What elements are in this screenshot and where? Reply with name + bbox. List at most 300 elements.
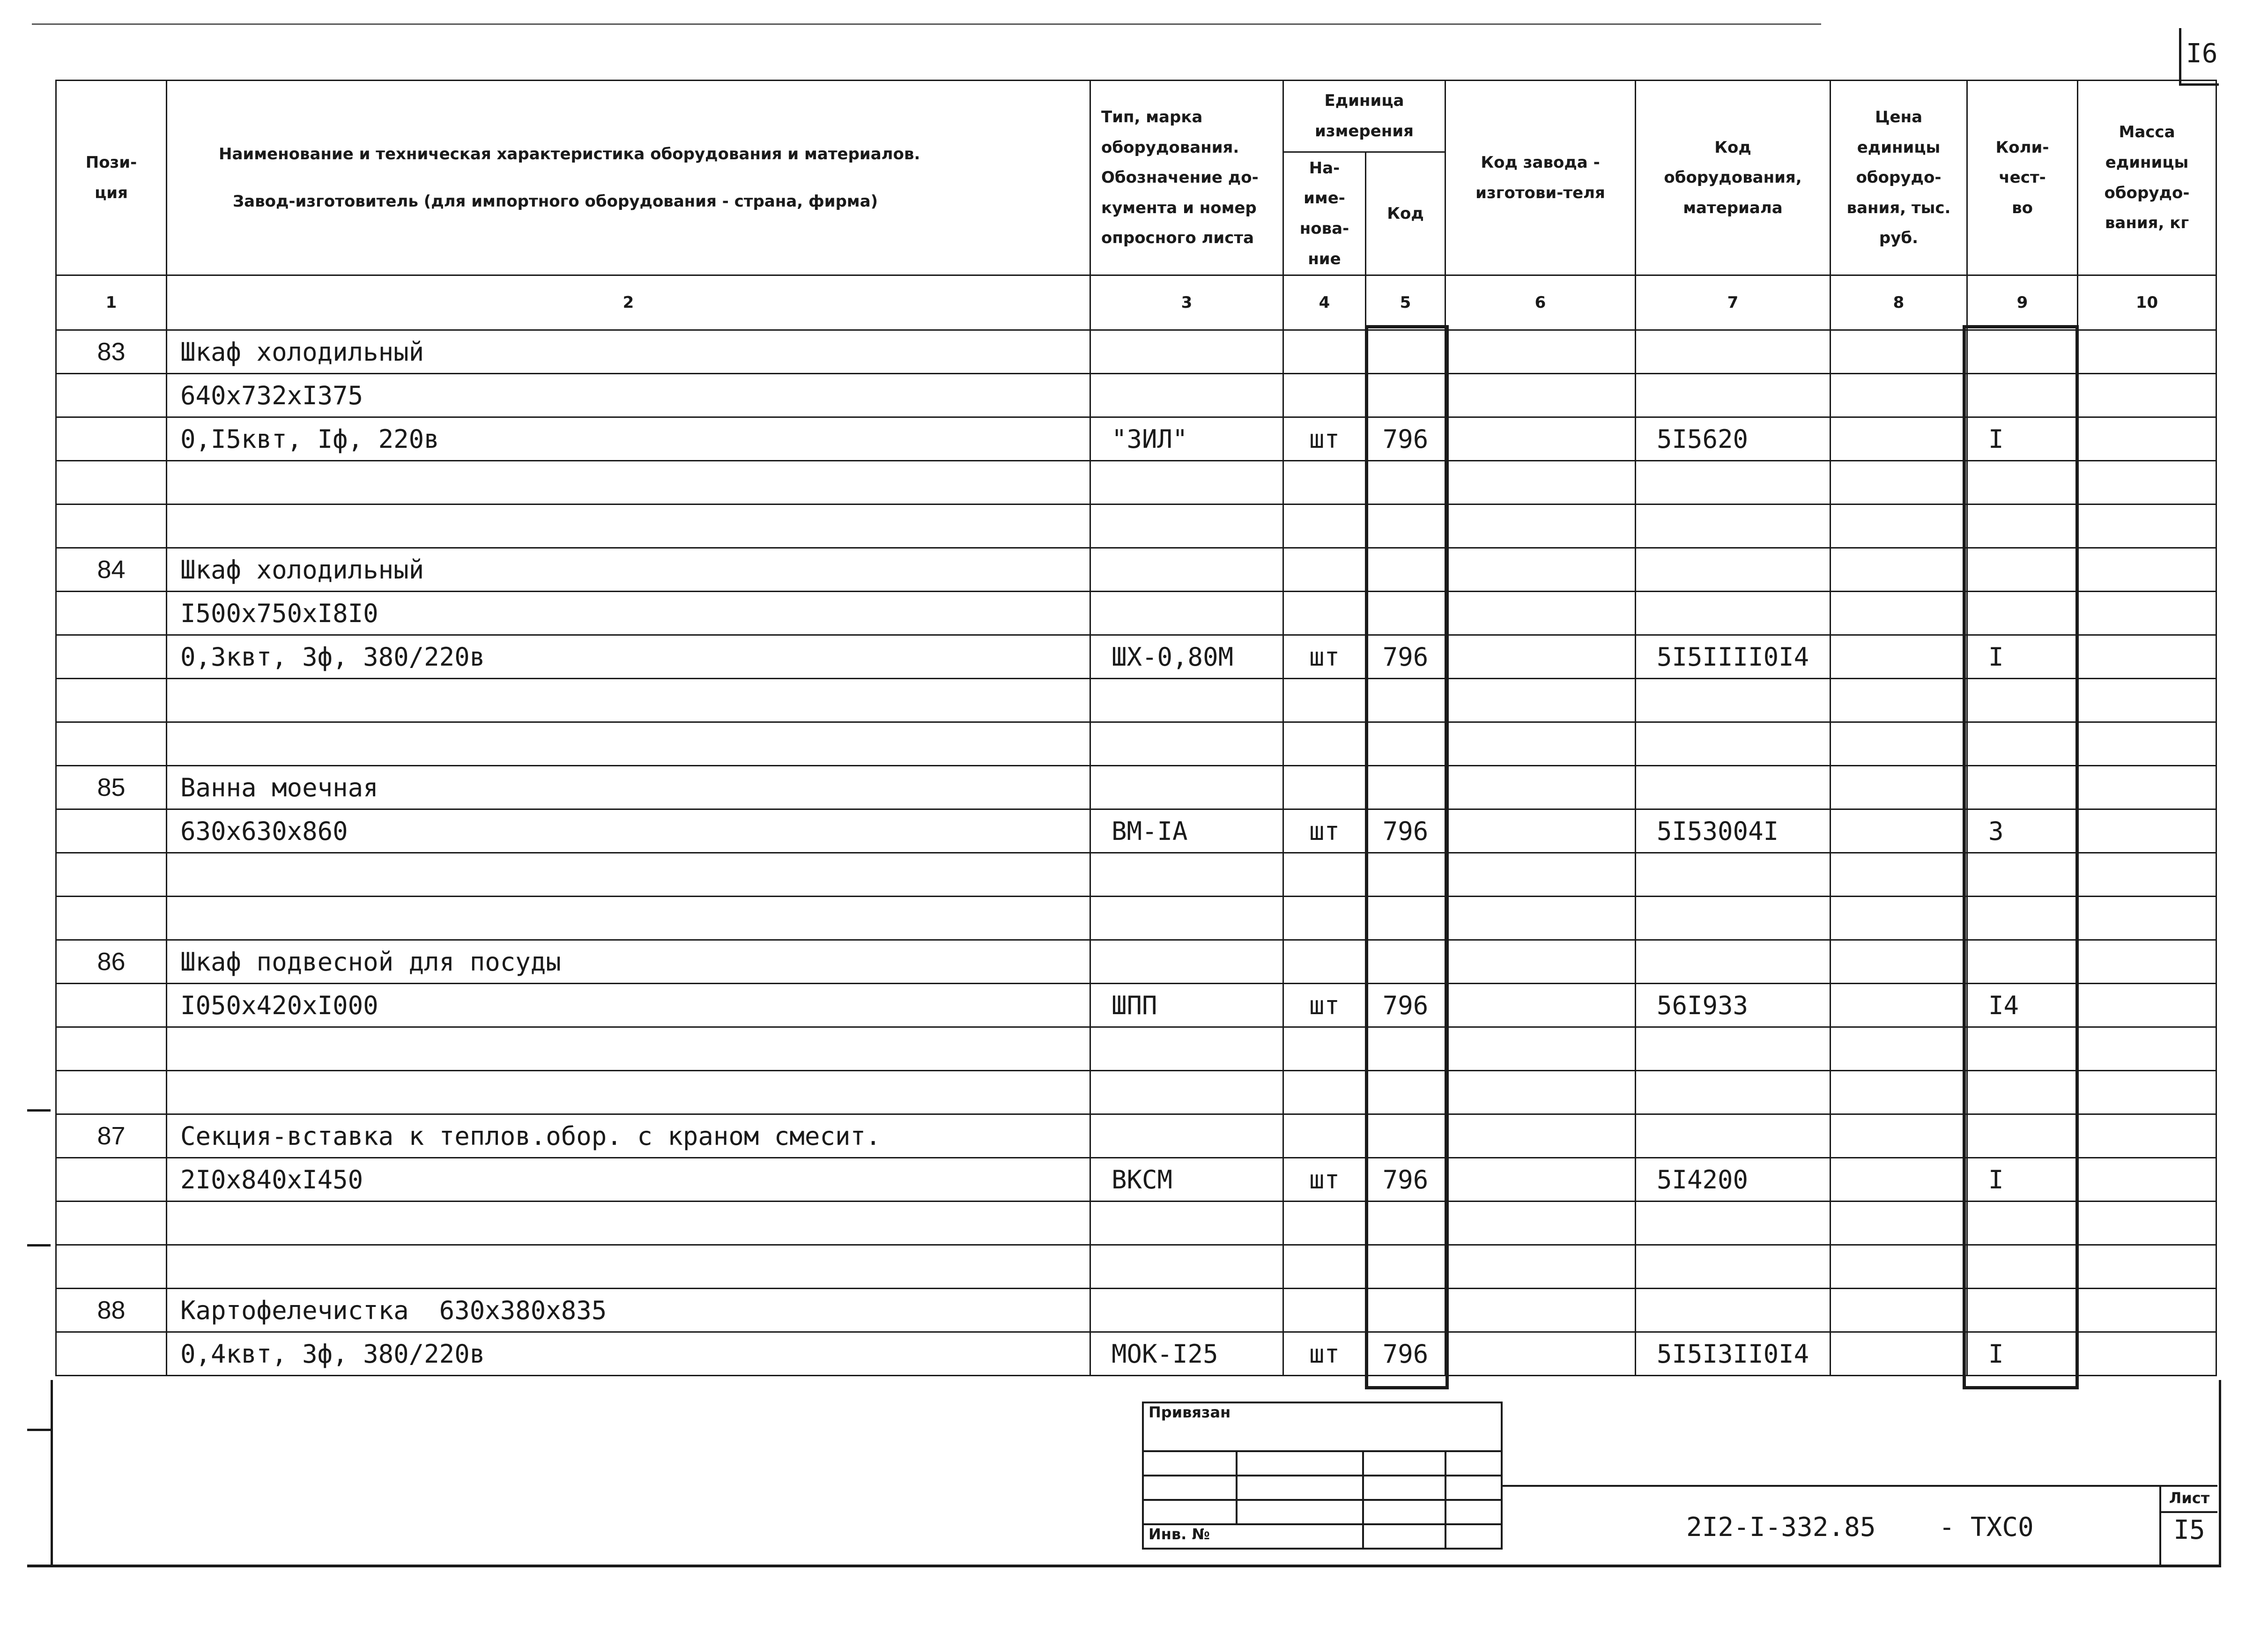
unit-name-cell: шт <box>1283 1158 1366 1202</box>
type-cell: ШХ-0,80М <box>1090 635 1283 679</box>
table-row <box>56 1114 2216 1158</box>
unit-name-cell: шт <box>1283 417 1366 461</box>
quantity-cell <box>1967 1071 2078 1114</box>
name-cell <box>167 1245 1090 1289</box>
name-cell: Шкаф холодильный <box>167 330 1090 374</box>
mass-cell <box>2078 374 2216 417</box>
unit-name-cell <box>1283 940 1366 984</box>
corner-sheet-number: I6 <box>2186 38 2218 69</box>
factory-code-cell <box>1445 809 1636 853</box>
header-unit-name: На-име-нова-ние <box>1283 152 1366 275</box>
mass-cell <box>2078 592 2216 635</box>
material-code-cell <box>1636 1202 1831 1245</box>
quantity-cell <box>1967 1245 2078 1289</box>
price-cell <box>1831 1027 1967 1071</box>
name-cell: 0,I5квт, Iф, 220в <box>167 417 1090 461</box>
unit-code-cell <box>1366 461 1445 504</box>
table-row <box>56 984 2216 1027</box>
type-cell <box>1090 1071 1283 1114</box>
price-cell <box>1831 940 1967 984</box>
inventory-label: Инв. № <box>1143 1524 1363 1549</box>
table-row <box>56 592 2216 635</box>
document-code: 2I2-I-332.85 - ТХС0 <box>1686 1512 2034 1543</box>
name-cell <box>167 897 1090 940</box>
mass-cell <box>2078 461 2216 504</box>
type-cell <box>1090 461 1283 504</box>
name-cell <box>167 853 1090 897</box>
type-cell <box>1090 374 1283 417</box>
position-cell <box>56 1245 167 1289</box>
material-code-cell <box>1636 374 1831 417</box>
factory-code-cell <box>1445 766 1636 809</box>
factory-code-cell <box>1445 853 1636 897</box>
price-cell <box>1831 1289 1967 1332</box>
mass-cell <box>2078 330 2216 374</box>
price-cell <box>1831 897 1967 940</box>
sheet-label: Лист <box>2161 1485 2217 1513</box>
table-row <box>56 417 2216 461</box>
approval-block <box>1142 1402 1503 1550</box>
material-code-cell <box>1636 1289 1831 1332</box>
price-cell <box>1831 1114 1967 1158</box>
material-code-cell <box>1636 940 1831 984</box>
mass-cell <box>2078 809 2216 853</box>
table-row <box>56 722 2216 766</box>
quantity-cell <box>1967 722 2078 766</box>
factory-code-cell <box>1445 1202 1636 1245</box>
unit-code-cell <box>1366 940 1445 984</box>
type-cell <box>1090 548 1283 592</box>
title-block-line <box>1501 1485 2217 1487</box>
position-cell: 87 <box>56 1114 167 1158</box>
quantity-cell <box>1967 897 2078 940</box>
mass-cell <box>2078 417 2216 461</box>
header-name-line2: Завод-изготовитель (для импортного оборудования - страна, фирма) <box>233 192 878 211</box>
quantity-cell <box>1967 548 2078 592</box>
table-row <box>56 1027 2216 1071</box>
unit-name-cell <box>1283 330 1366 374</box>
mass-cell <box>2078 853 2216 897</box>
approval-cell <box>1363 1524 1445 1549</box>
unit-name-cell <box>1283 548 1366 592</box>
unit-code-cell <box>1366 766 1445 809</box>
factory-code-cell <box>1445 1114 1636 1158</box>
material-code-cell <box>1636 1245 1831 1289</box>
name-cell: I050x420xI000 <box>167 984 1090 1027</box>
mass-cell <box>2078 984 2216 1027</box>
position-cell <box>56 897 167 940</box>
name-cell <box>167 504 1090 548</box>
unit-code-cell <box>1366 722 1445 766</box>
quantity-cell <box>1967 330 2078 374</box>
factory-code-cell <box>1445 548 1636 592</box>
unit-code-cell: 796 <box>1366 809 1445 853</box>
factory-code-cell <box>1445 679 1636 722</box>
mass-cell <box>2078 679 2216 722</box>
column-number: 9 <box>1967 275 2078 330</box>
unit-code-cell <box>1366 1027 1445 1071</box>
factory-code-cell <box>1445 984 1636 1027</box>
unit-name-cell: шт <box>1283 809 1366 853</box>
column-number: 6 <box>1445 275 1636 330</box>
position-cell: 84 <box>56 548 167 592</box>
name-cell <box>167 679 1090 722</box>
mass-cell <box>2078 1202 2216 1245</box>
table-row <box>56 853 2216 897</box>
name-cell <box>167 461 1090 504</box>
price-cell <box>1831 461 1967 504</box>
table-row <box>56 548 2216 592</box>
type-cell: ВМ-IА <box>1090 809 1283 853</box>
name-cell <box>167 1027 1090 1071</box>
top-rule <box>32 23 1821 25</box>
price-cell <box>1831 722 1967 766</box>
approval-cell <box>1363 1476 1445 1500</box>
price-cell <box>1831 1071 1967 1114</box>
position-cell: 85 <box>56 766 167 809</box>
position-cell <box>56 417 167 461</box>
table-row <box>56 679 2216 722</box>
mass-cell <box>2078 548 2216 592</box>
type-cell <box>1090 592 1283 635</box>
position-cell <box>56 984 167 1027</box>
unit-code-cell <box>1366 1114 1445 1158</box>
corner-sheet-box <box>2179 28 2219 86</box>
specification-table <box>55 80 2217 1376</box>
quantity-cell <box>1967 374 2078 417</box>
type-cell <box>1090 504 1283 548</box>
table-row <box>56 1158 2216 1202</box>
material-code-cell <box>1636 330 1831 374</box>
name-cell: Секция-вставка к теплов.обор. с краном смесит. <box>167 1114 1090 1158</box>
factory-code-cell <box>1445 897 1636 940</box>
unit-name-cell <box>1283 461 1366 504</box>
name-cell: Шкаф подвесной для посуды <box>167 940 1090 984</box>
header-material-code: Код оборудования, материала <box>1636 81 1831 275</box>
factory-code-cell <box>1445 592 1636 635</box>
type-cell <box>1090 766 1283 809</box>
factory-code-cell <box>1445 417 1636 461</box>
mass-cell <box>2078 766 2216 809</box>
position-cell <box>56 1202 167 1245</box>
approval-cell <box>1363 1500 1445 1524</box>
name-cell: 0,4квт, 3ф, 380/220в <box>167 1332 1090 1376</box>
mass-cell <box>2078 1332 2216 1376</box>
name-cell: Картофелечистка 630x380x835 <box>167 1289 1090 1332</box>
table-header <box>56 81 2216 275</box>
mass-cell <box>2078 1114 2216 1158</box>
approval-cell <box>1445 1451 1502 1476</box>
factory-code-cell <box>1445 461 1636 504</box>
name-cell <box>167 1202 1090 1245</box>
approval-cell <box>1143 1451 1237 1476</box>
name-cell <box>167 722 1090 766</box>
type-cell <box>1090 1289 1283 1332</box>
unit-code-cell <box>1366 679 1445 722</box>
unit-name-cell <box>1283 897 1366 940</box>
quantity-cell <box>1967 1289 2078 1332</box>
factory-code-cell <box>1445 1027 1636 1071</box>
column-number-row <box>56 275 2216 330</box>
unit-code-cell: 796 <box>1366 1158 1445 1202</box>
unit-name-cell <box>1283 1245 1366 1289</box>
quantity-cell <box>1967 1202 2078 1245</box>
mass-cell <box>2078 1289 2216 1332</box>
margin-tick <box>27 1244 51 1246</box>
material-code-cell <box>1636 1071 1831 1114</box>
price-cell <box>1831 548 1967 592</box>
unit-code-cell <box>1366 548 1445 592</box>
position-cell <box>56 1332 167 1376</box>
approval-cell <box>1237 1500 1363 1524</box>
position-cell <box>56 1071 167 1114</box>
name-cell: 630x630x860 <box>167 809 1090 853</box>
header-type: Тип, марка оборудования. Обозначение до-кумента и номер опросного листа <box>1090 81 1283 275</box>
material-code-cell: 5I5620 <box>1636 417 1831 461</box>
price-cell <box>1831 1202 1967 1245</box>
approval-cell <box>1363 1451 1445 1476</box>
table-row <box>56 1332 2216 1376</box>
approval-cell <box>1237 1451 1363 1476</box>
table-row <box>56 461 2216 504</box>
column-number: 1 <box>56 275 167 330</box>
column-number: 3 <box>1090 275 1283 330</box>
factory-code-cell <box>1445 1158 1636 1202</box>
price-cell <box>1831 504 1967 548</box>
position-cell: 88 <box>56 1289 167 1332</box>
price-cell <box>1831 1245 1967 1289</box>
mass-cell <box>2078 1071 2216 1114</box>
header-quantity: Коли-чест-во <box>1967 81 2078 275</box>
position-cell: 86 <box>56 940 167 984</box>
material-code-cell <box>1636 722 1831 766</box>
factory-code-cell <box>1445 1245 1636 1289</box>
unit-code-cell <box>1366 592 1445 635</box>
material-code-cell <box>1636 592 1831 635</box>
column-number: 10 <box>2078 275 2216 330</box>
unit-name-cell <box>1283 1071 1366 1114</box>
material-code-cell <box>1636 897 1831 940</box>
unit-code-cell <box>1366 853 1445 897</box>
material-code-cell <box>1636 1027 1831 1071</box>
type-cell: МОК-I25 <box>1090 1332 1283 1376</box>
unit-code-cell <box>1366 897 1445 940</box>
margin-tick <box>27 1109 51 1112</box>
column-number: 7 <box>1636 275 1831 330</box>
header-name-line1: Наименование и техническая характеристика оборудования и материалов. <box>219 144 920 163</box>
column-number: 4 <box>1283 275 1366 330</box>
name-cell: Шкаф холодильный <box>167 548 1090 592</box>
quantity-cell <box>1967 940 2078 984</box>
name-cell: I500x750xI8I0 <box>167 592 1090 635</box>
unit-name-cell: шт <box>1283 1332 1366 1376</box>
unit-code-cell <box>1366 504 1445 548</box>
type-cell <box>1090 897 1283 940</box>
position-cell <box>56 504 167 548</box>
position-cell <box>56 722 167 766</box>
header-factory-code: Код завода - изготови-теля <box>1445 81 1636 275</box>
position-cell <box>56 1027 167 1071</box>
type-cell: ШПП <box>1090 984 1283 1027</box>
unit-name-cell: шт <box>1283 984 1366 1027</box>
mass-cell <box>2078 897 2216 940</box>
unit-name-cell <box>1283 766 1366 809</box>
price-cell <box>1831 635 1967 679</box>
type-cell <box>1090 679 1283 722</box>
quantity-cell <box>1967 1027 2078 1071</box>
factory-code-cell <box>1445 635 1636 679</box>
type-cell <box>1090 940 1283 984</box>
header-mass: Масса единицы оборудо-вания, кг <box>2078 81 2216 275</box>
unit-code-cell <box>1366 374 1445 417</box>
header-price: Цена единицы оборудо-вания, тыс. руб. <box>1831 81 1967 275</box>
mass-cell <box>2078 940 2216 984</box>
price-cell <box>1831 417 1967 461</box>
quantity-cell: I <box>1967 417 2078 461</box>
material-code-cell: 5I5I3II0I4 <box>1636 1332 1831 1376</box>
price-cell <box>1831 984 1967 1027</box>
price-cell <box>1831 809 1967 853</box>
table-row <box>56 1245 2216 1289</box>
quantity-cell <box>1967 461 2078 504</box>
unit-name-cell <box>1283 504 1366 548</box>
material-code-cell <box>1636 853 1831 897</box>
position-cell <box>56 461 167 504</box>
unit-name-cell: шт <box>1283 635 1366 679</box>
mass-cell <box>2078 722 2216 766</box>
factory-code-cell <box>1445 330 1636 374</box>
name-cell: 2I0x840xI450 <box>167 1158 1090 1202</box>
position-cell <box>56 1158 167 1202</box>
unit-name-cell <box>1283 1027 1366 1071</box>
header-unit-code: Код <box>1366 152 1445 275</box>
type-cell: ВКСМ <box>1090 1158 1283 1202</box>
quantity-cell: I4 <box>1967 984 2078 1027</box>
factory-code-cell <box>1445 374 1636 417</box>
type-cell <box>1090 1027 1283 1071</box>
approval-cell <box>1143 1500 1237 1524</box>
material-code-cell: 5I4200 <box>1636 1158 1831 1202</box>
price-cell <box>1831 330 1967 374</box>
quantity-cell <box>1967 592 2078 635</box>
price-cell <box>1831 766 1967 809</box>
quantity-cell: 3 <box>1967 809 2078 853</box>
table-row <box>56 1071 2216 1114</box>
unit-code-cell: 796 <box>1366 984 1445 1027</box>
mass-cell <box>2078 635 2216 679</box>
factory-code-cell <box>1445 1289 1636 1332</box>
type-cell <box>1090 1245 1283 1289</box>
price-cell <box>1831 1332 1967 1376</box>
table-row <box>56 1202 2216 1245</box>
column-number: 8 <box>1831 275 1967 330</box>
name-cell <box>167 1071 1090 1114</box>
approval-cell <box>1143 1476 1237 1500</box>
material-code-cell <box>1636 1114 1831 1158</box>
header-position: Пози- ция <box>56 81 167 275</box>
factory-code-cell <box>1445 722 1636 766</box>
approval-cell <box>1237 1476 1363 1500</box>
type-cell <box>1090 853 1283 897</box>
material-code-cell: 56I933 <box>1636 984 1831 1027</box>
unit-code-cell: 796 <box>1366 417 1445 461</box>
position-cell <box>56 809 167 853</box>
price-cell <box>1831 679 1967 722</box>
column-number: 5 <box>1366 275 1445 330</box>
mass-cell <box>2078 1245 2216 1289</box>
header-unit: Единица измерения <box>1283 81 1445 152</box>
price-cell <box>1831 592 1967 635</box>
quantity-cell <box>1967 1114 2078 1158</box>
price-cell <box>1831 1158 1967 1202</box>
table-row <box>56 766 2216 809</box>
unit-code-cell <box>1366 1289 1445 1332</box>
unit-code-cell: 796 <box>1366 635 1445 679</box>
table-row <box>56 635 2216 679</box>
column-number: 2 <box>167 275 1090 330</box>
margin-tick <box>27 1429 51 1431</box>
quantity-cell <box>1967 766 2078 809</box>
table-row <box>56 1289 2216 1332</box>
position-cell: 83 <box>56 330 167 374</box>
quantity-cell: I <box>1967 635 2078 679</box>
unit-code-cell <box>1366 1245 1445 1289</box>
material-code-cell <box>1636 504 1831 548</box>
name-cell: 640x732xI375 <box>167 374 1090 417</box>
table-body <box>56 330 2216 1376</box>
unit-name-cell <box>1283 853 1366 897</box>
sheet-box <box>2159 1485 2219 1565</box>
mass-cell <box>2078 504 2216 548</box>
price-cell <box>1831 374 1967 417</box>
position-cell <box>56 853 167 897</box>
material-code-cell: 5I5IIII0I4 <box>1636 635 1831 679</box>
quantity-cell: I <box>1967 1332 2078 1376</box>
unit-code-cell: 796 <box>1366 1332 1445 1376</box>
material-code-cell <box>1636 766 1831 809</box>
name-cell: Ванна моечная <box>167 766 1090 809</box>
quantity-cell: I <box>1967 1158 2078 1202</box>
table-row <box>56 940 2216 984</box>
table-row <box>56 897 2216 940</box>
name-cell: 0,3квт, 3ф, 380/220в <box>167 635 1090 679</box>
bottom-rule <box>27 1565 2216 1567</box>
position-cell <box>56 679 167 722</box>
quantity-cell <box>1967 679 2078 722</box>
unit-name-cell <box>1283 679 1366 722</box>
unit-name-cell <box>1283 1202 1366 1245</box>
type-cell <box>1090 1202 1283 1245</box>
approval-cell <box>1445 1524 1502 1549</box>
unit-name-cell <box>1283 592 1366 635</box>
material-code-cell <box>1636 679 1831 722</box>
header-name <box>167 81 1090 275</box>
linked-label: Привязан <box>1143 1402 1502 1451</box>
position-cell <box>56 374 167 417</box>
unit-name-cell <box>1283 722 1366 766</box>
mass-cell <box>2078 1027 2216 1071</box>
approval-cell <box>1445 1500 1502 1524</box>
approval-cell <box>1445 1476 1502 1500</box>
unit-name-cell <box>1283 1289 1366 1332</box>
material-code-cell <box>1636 461 1831 504</box>
sheet-number: I5 <box>2173 1515 2205 1545</box>
quantity-cell <box>1967 504 2078 548</box>
position-cell <box>56 592 167 635</box>
factory-code-cell <box>1445 1071 1636 1114</box>
factory-code-cell <box>1445 1332 1636 1376</box>
price-cell <box>1831 853 1967 897</box>
